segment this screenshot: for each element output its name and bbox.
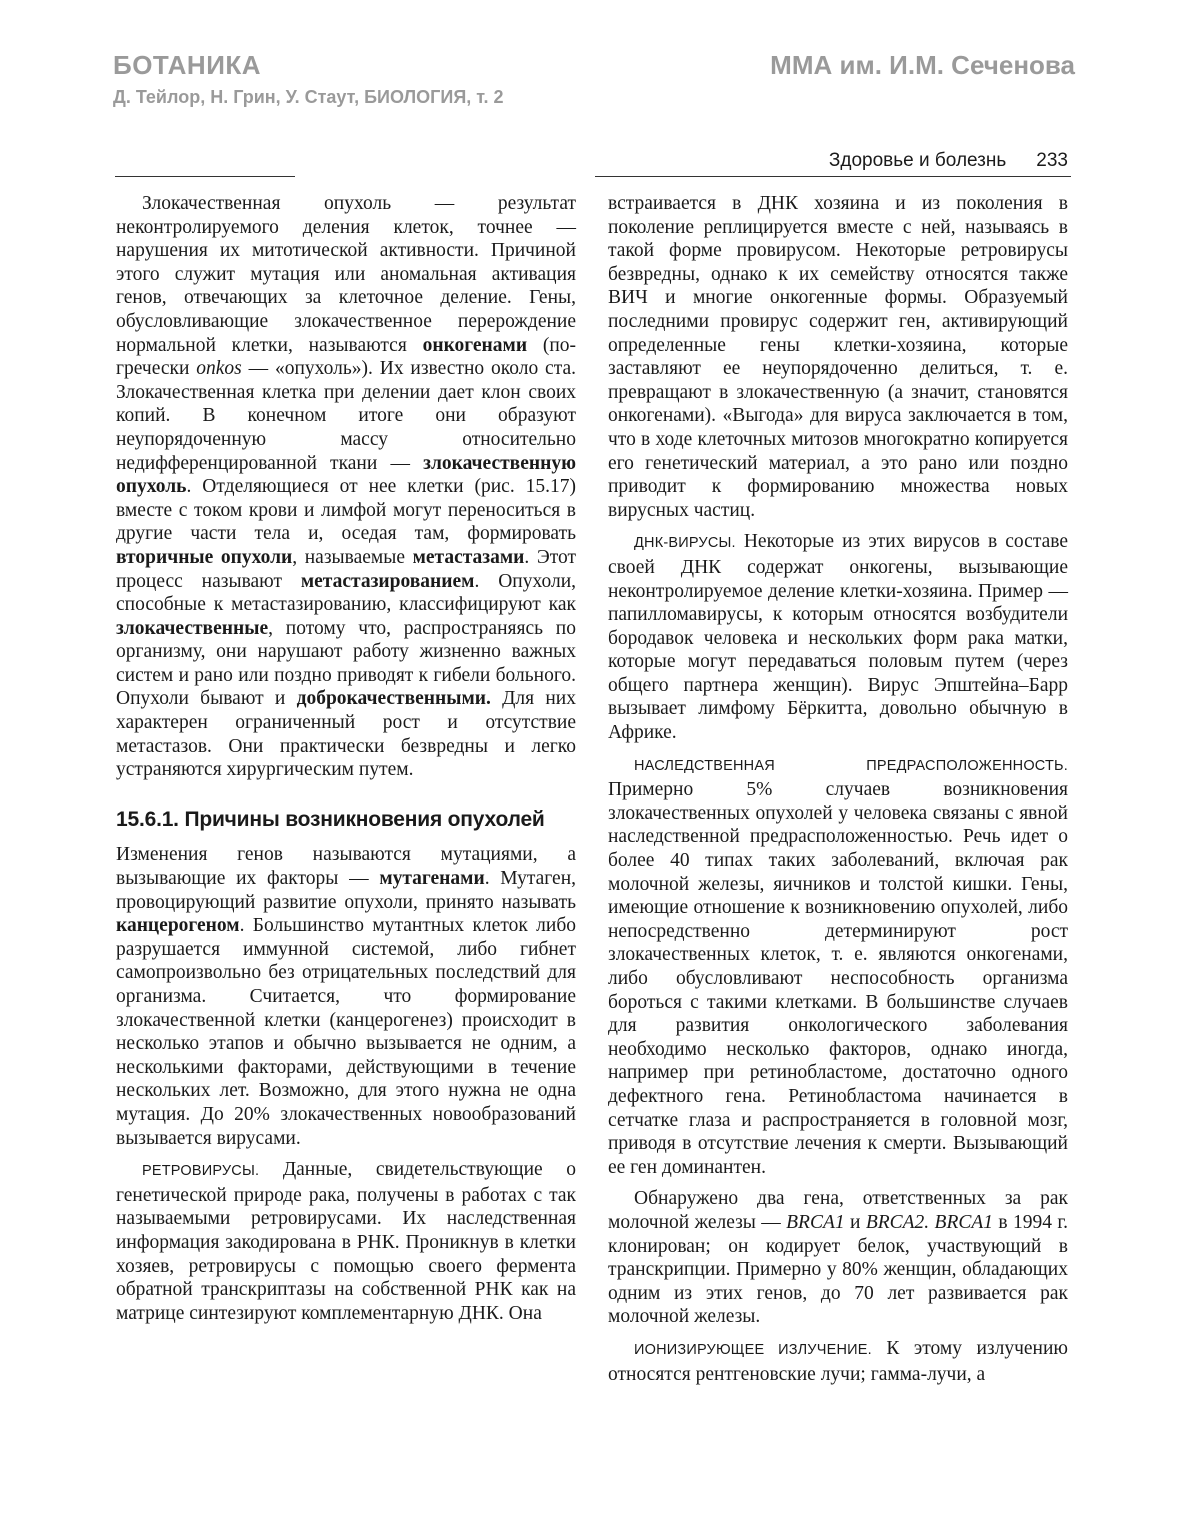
paragraph-mutations: Изменения генов называются мутациями, а вызывающие их факторы — мутагенами. Мутаген, провоцирующий развитие опухоли, принято называть канцерогеном. Большинство мутантных клеток либо разрушается иммунной системой, либо гибнет самопроизвольно без отрицательных последствий для организма. Считается, что формирование злокачественной клетки (канцерогенез) происходит в несколько этапов и обычно вызывается не одним, а несколькими факторами, действующими в течение нескольких лет. Возможно, для этого нужна не одна мутация. До 20% злокачественных новообразований вызывается вирусами.: [116, 844, 577, 1149]
section-heading: 15.6.1. Причины возникновения опухолей: [116, 807, 545, 831]
column-rule: [115, 176, 295, 177]
paragraph-provirus: встраивается в ДНК хозяина и из поколения в поколение реплицируется вместе с ней, называясь в такой форме провирусом. Некоторые ретровирусы безвредны, однако к их семейству относятся также ВИЧ и многие онкогенные формы. Образуемый последними провирус содержит ген, активирующий определенные гены клетки-хозяина, которые заставляют ее неупорядоченно делиться, т. е. превращают в злокачественную (а значит, становятся онкогенами). «Выгода» для вируса заключается в том, что в ходе клеточных митозов многократно копируется его генетический материал, а это рано или поздно приводит к формированию множества новых вирусных частиц.: [608, 193, 1068, 521]
paragraph-retroviruses: РЕТРОВИРУСЫ. Данные, свидетельствующие о генетической природе рака, получены в работах с так называемыми ретровирусами. Их наследственная информация закодирована в РНК. Проникнув в клетки хозяев, ретровирусы с помощью своего фермента обратной транскриптазы на собственной РНК как на матрице синтезируют комплементарную ДНК. Она: [116, 1159, 576, 1324]
paragraph-ionizing-radiation: ИОНИЗИРУЮЩЕЕ ИЗЛУЧЕНИЕ. К этому излучению относятся рентгеновские лучи; гамма-лучи, а: [608, 1337, 1068, 1385]
watermark-title-left: БОТАНИКА: [113, 50, 262, 80]
paragraph-dna-viruses: ДНК-ВИРУСЫ. Некоторые из этих вирусов в составе своей ДНК содержат онкогены, вызывающие неконтролируемое деление клетки-хозяина. Пример — папилломавирусы, к которым относятся возбудители бородавок человека и нескольких форм рака матки, которые могут передаваться половым путем (через общего партнера женщин). Вирус Эпштейна–Барр вызывает лимфому Бёркитта, довольно обычную в Африке.: [608, 531, 1068, 744]
section-title: Здоровье и болезнь: [828, 150, 1007, 171]
watermark-title-right: ММА им. И.М. Сеченова: [770, 50, 1075, 80]
paragraph-hereditary: НАСЛЕДСТВЕННАЯ ПРЕДРАСПОЛОЖЕННОСТЬ. Примерно 5% случаев возникновения злокачественных опухолей у человека связаны с явной наследственной предрасположенностью. Речь идет о более 40 типах таких заболеваний, включая рак молочной железы, яичников и толстой кишки. Гены, имеющие отношение к возникновению опухолей, либо непосредственно детерминируют рост злокачественных клеток, т. е. являются онкогенами, либо обусловливают неспособность организма бороться с такими клетками. В большинстве случаев для развития онкологического заболевания необходимо несколько факторов, однако иногда, например при ретинобластоме, достаточно одного дефектного гена. Ретинобластома начинается в сетчатке глаза и распространяется в головной мозг, приводя в отсутствие лечения к смерти. Вызывающий ее ген доминантен.: [608, 757, 1068, 1178]
watermark-subtitle: Д. Тейлор, Н. Грин, У. Стаут, БИОЛОГИЯ, т. 2: [113, 87, 504, 107]
paragraph-malignant-tumor: Злокачественная опухоль — результат неконтролируемого деления клеток, точнее — нарушения их митотической активности. Причиной этого служит мутация или аномальная активация генов, отвечающих за клеточное деление. Гены, обусловливающие злокачественное перерождение нормальной клетки, называются онкогенами (по-гречески onkos — «опухоль»). Их известно около ста. Злокачественная клетка при делении дает клон своих копий. В конечном итоге они образуют неупорядоченную массу относительно недифференцированной ткани — злокачественную опухоль. Отделяющиеся от нее клетки (рис. 15.17) вместе с током крови и лимфой могут переноситься в другие части тела и, оседая там, формировать вторичные опухоли, называемые метастазами. Этот процесс называют метастазированием. Опухоли, способные к метастазированию, классифицируют как злокачественные, потому что, распространяясь по организму, они нарушают работу жизненно важных систем и рано или поздно приводят к гибели больного. Опухоли бывают и доброкачественными. Для них характерен ограниченный рост и отсутствие метастазов. Они практически безвредны и легко устраняются хирургическим путем.: [116, 193, 577, 781]
header-rule: [595, 176, 1071, 177]
paragraph-brca: Обнаружено два гена, ответственных за рак молочной железы — BRCA1 и BRCA2. BRCA1 в 1994 г. клонирован; он кодирует белок, участвующий в транскрипции. Примерно у 80% женщин, обладающих одним из этих генов, до 70 лет развивается рак молочной железы.: [608, 1188, 1069, 1328]
page-number: 233: [1036, 150, 1068, 171]
left-column: [116, 192, 576, 1333]
right-column: [608, 192, 1068, 1394]
running-head: [829, 150, 1068, 172]
